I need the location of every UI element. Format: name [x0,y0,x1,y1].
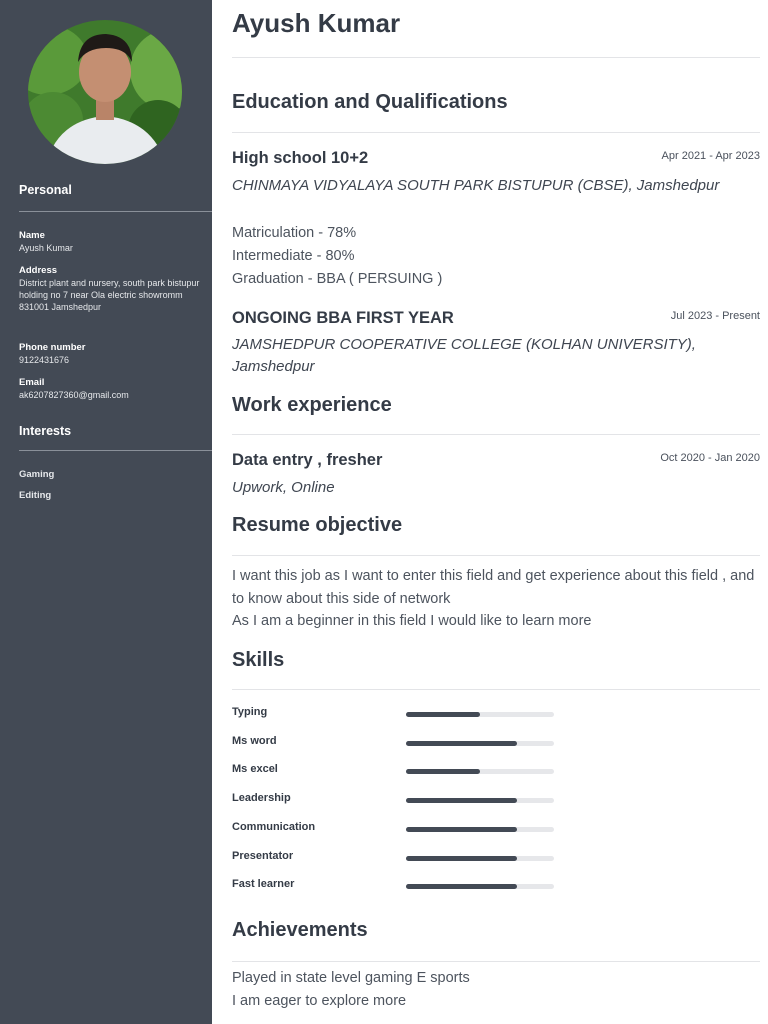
skill-row [232,792,562,808]
email-value: ak6207827360@gmail.com [19,390,129,400]
skill-name: Communication [232,820,316,833]
work-heading: Work experience [232,394,392,416]
objective-heading: Resume objective [232,514,403,536]
education-title: High school 10+2 [232,149,369,167]
skill-name: Leadership [232,792,291,805]
skill-level-fill [406,798,517,803]
achievements-heading: Achievements [232,919,368,941]
title-divider [232,57,760,58]
skill-level-fill [406,884,517,889]
skill-row [232,706,562,722]
skill-level-bar [406,741,554,746]
page-title: Ayush Kumar [232,8,401,38]
objective-text: As I am a beginner in this field I would like to learn more [232,613,592,629]
skill-level-fill [406,856,517,861]
work-divider [232,434,760,435]
education-detail: Graduation - BBA ( PERSUING ) [232,271,443,287]
education-title: ONGOING BBA FIRST YEAR [232,309,454,327]
objective-text: I want this job as I want to enter this field and get experience about this field , and to know about this side of network [232,568,755,607]
objective-divider [232,555,760,556]
education-institution: CHINMAYA VIDYALAYA SOUTH PARK BISTUPUR (CBSE), Jamshedpur [232,177,720,194]
name-field [19,230,205,254]
skill-level-bar [406,884,554,889]
skill-row [232,735,562,751]
skill-name: Ms excel [232,763,278,776]
name-label: Name [19,230,45,241]
skill-level-fill [406,741,517,746]
address-label: Address [19,265,58,276]
skill-name: Fast learner [232,878,295,891]
education-date: Jul 2023 - Present [670,310,760,322]
skill-name: Ms word [232,734,277,747]
education-detail: Intermediate - 80% [232,248,355,264]
education-heading: Education and Qualifications [232,91,508,113]
education-divider [232,132,760,133]
phone-label: Phone number [19,342,86,353]
skill-level-bar [406,798,554,803]
main-content [232,0,760,1024]
skill-level-fill [406,712,480,717]
sidebar [0,0,212,1024]
email-label: Email [19,377,45,388]
skill-level-bar [406,769,554,774]
skills-heading: Skills [232,649,285,671]
name-value: Ayush Kumar [19,243,73,253]
skill-level-fill [406,769,480,774]
phone-field [19,342,205,366]
education-institution: JAMSHEDPUR COOPERATIVE COLLEGE (KOLHAN UNIVERSITY), Jamshedpur [232,336,696,375]
work-company: Upwork, Online [232,479,335,496]
achievements-divider [232,961,760,962]
skill-row [232,821,562,837]
education-date: Apr 2021 - Apr 2023 [661,150,760,162]
achievement-item: Played in state level gaming E sports [232,970,470,986]
interests-list [19,468,205,502]
skill-level-bar [406,712,554,717]
skills-divider [232,689,760,690]
achievement-item: I am eager to explore more [232,993,407,1009]
interest-item: Gaming [19,469,55,480]
personal-divider [19,211,212,212]
address-field [19,265,205,313]
skill-level-bar [406,827,554,832]
work-title: Data entry , fresher [232,451,383,469]
interests-heading: Interests [19,424,72,438]
skill-name: Typing [232,706,268,718]
skill-name: Presentator [232,849,294,862]
work-date: Oct 2020 - Jan 2020 [660,452,760,464]
address-value: District plant and nursery, south park bistupur holding no 7 near Ola electric showromm 831001 Jamshedpur [19,278,200,312]
skill-row [232,878,562,894]
skill-level-fill [406,827,517,832]
profile-photo [28,20,182,164]
skill-row [232,763,562,779]
education-detail: Matriculation - 78% [232,225,357,241]
interest-item: Editing [19,490,52,501]
interests-divider [19,450,212,451]
email-field [19,377,205,401]
skill-row [232,850,562,866]
personal-heading: Personal [19,183,72,197]
skill-level-bar [406,856,554,861]
phone-value: 9122431676 [19,355,70,365]
